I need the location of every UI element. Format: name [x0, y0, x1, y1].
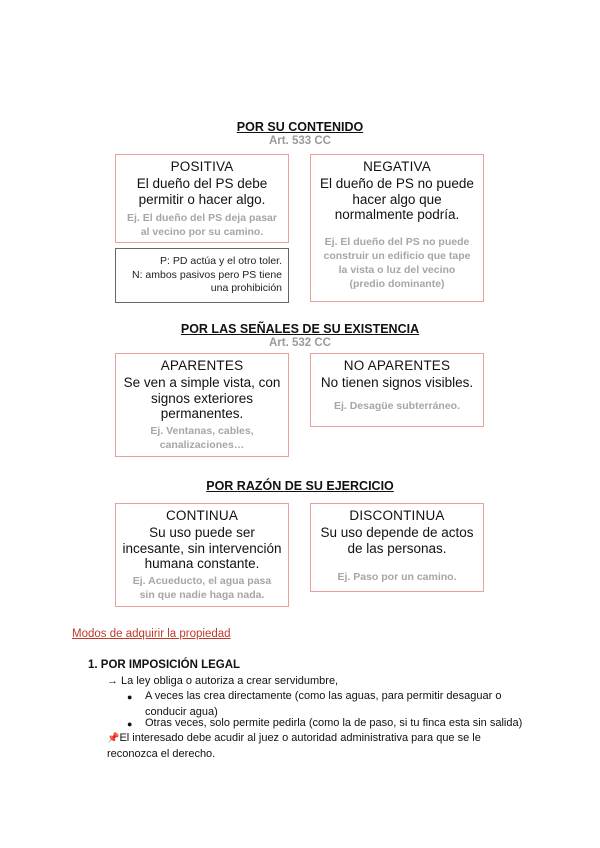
no-aparentes-box [310, 353, 484, 427]
pushpin-icon: 📌 [107, 733, 120, 744]
bullet1-text: A veces las crea directamente (como las aguas, para permitir desaguar o [145, 690, 502, 702]
aparentes-example [116, 424, 288, 452]
positiva-box [115, 154, 289, 243]
section-article-contenido: Art. 533 CC [269, 135, 331, 147]
negativa-example-line: la vista o luz del vecino [338, 263, 456, 276]
positiva-body-line: El dueño del PS debe [136, 176, 268, 191]
negativa-body-line: hacer algo que [352, 191, 442, 207]
no-aparentes-body [311, 375, 483, 391]
continua-box [115, 503, 289, 607]
aparentes-head: APARENTES [160, 358, 244, 373]
section-title-senales: POR LAS SEÑALES DE SU EXISTENCIA [180, 322, 420, 336]
pin-text: reconozca el derecho. [107, 747, 216, 760]
continua-example-line: sin que nadie haga nada. [139, 588, 265, 601]
discontinua-box [310, 503, 484, 592]
section-article-senales: Art. 532 CC [269, 337, 331, 349]
bullet-dot-icon: ● [127, 719, 133, 729]
discontinua-body [311, 525, 483, 556]
section-title-contenido: POR SU CONTENIDO [236, 120, 364, 134]
note-box [115, 248, 289, 303]
bullet-dot-icon: ● [127, 692, 133, 702]
aparentes-example-line: canalizaciones… [159, 438, 245, 451]
pin-text: El interesado debe acudir al juez o autoridad administrativa para que se le [119, 732, 481, 744]
discontinua-example [311, 570, 483, 584]
note-line: P: PD actúa y el otro toler. [160, 255, 282, 267]
note-text [116, 249, 288, 296]
aparentes-body-line: permanentes. [160, 406, 244, 421]
negativa-example-line: Ej. El dueño del PS no puede [324, 235, 470, 248]
continua-body-line: incesante, sin intervención [122, 540, 282, 556]
aparentes-body [116, 375, 288, 422]
positiva-head: POSITIVA [170, 159, 234, 174]
no-aparentes-example [311, 399, 483, 413]
discontinua-body-line: de las personas. [347, 540, 447, 556]
negativa-example-line: (predio dominante) [349, 277, 445, 290]
no-aparentes-head: NO APARENTES [343, 358, 451, 373]
discontinua-head: DISCONTINUA [349, 508, 445, 523]
section-title-ejercicio: POR RAZÓN DE SU EJERCICIO [206, 479, 394, 493]
note-line: N: ambos pasivos pero PS tiene [132, 268, 282, 281]
aparentes-box [115, 353, 289, 457]
negativa-body [311, 176, 483, 223]
positiva-example [116, 211, 288, 239]
pin-line [107, 731, 481, 762]
continua-body-line: Su uso puede ser [149, 525, 255, 540]
item1-title: 1. POR IMPOSICIÓN LEGAL [88, 659, 241, 671]
bullet2-line: Otras veces, solo permite pedirla (como la de paso, si tu finca esta sin salida) [145, 717, 523, 729]
negativa-box [310, 154, 484, 302]
positiva-example-line: Ej. El dueño del PS deja pasar [127, 212, 277, 224]
continua-body-line: humana constante. [144, 556, 260, 571]
negativa-head: NEGATIVA [363, 159, 431, 174]
negativa-body-line: El dueño de PS no puede [320, 176, 474, 191]
aparentes-body-line: Se ven a simple vista, con [123, 375, 281, 390]
positiva-example-line: al vecino por su camino. [140, 226, 264, 238]
positiva-body-line: permitir o hacer algo. [138, 191, 266, 207]
bullet1-text: conducir agua) [145, 705, 218, 718]
no-aparentes-example-line: Ej. Desagüe subterráneo. [333, 399, 461, 412]
aparentes-body-line: signos exteriores [150, 390, 254, 406]
continua-example-line: Ej. Acueducto, el agua pasa [132, 574, 272, 587]
continua-body [116, 525, 288, 572]
negativa-example [311, 235, 483, 291]
note-line: una prohibición [210, 282, 282, 294]
aparentes-example-line: Ej. Ventanas, cables, [150, 424, 254, 437]
discontinua-example-line: Ej. Paso por un camino. [337, 571, 457, 583]
continua-example [116, 574, 288, 602]
continua-head: CONTINUA [165, 508, 239, 523]
arrow-line: → La ley obliga o autoriza a crear servidumbre, [107, 675, 339, 687]
negativa-body-line: normalmente podría. [334, 207, 460, 222]
negativa-example-line: construir un edificio que tape [323, 249, 471, 262]
discontinua-body-line: Su uso depende de actos [320, 525, 474, 540]
no-aparentes-body-line: No tienen signos visibles. [320, 375, 474, 390]
positiva-body [116, 176, 288, 207]
modos-link[interactable]: Modos de adquirir la propiedad [72, 628, 231, 640]
